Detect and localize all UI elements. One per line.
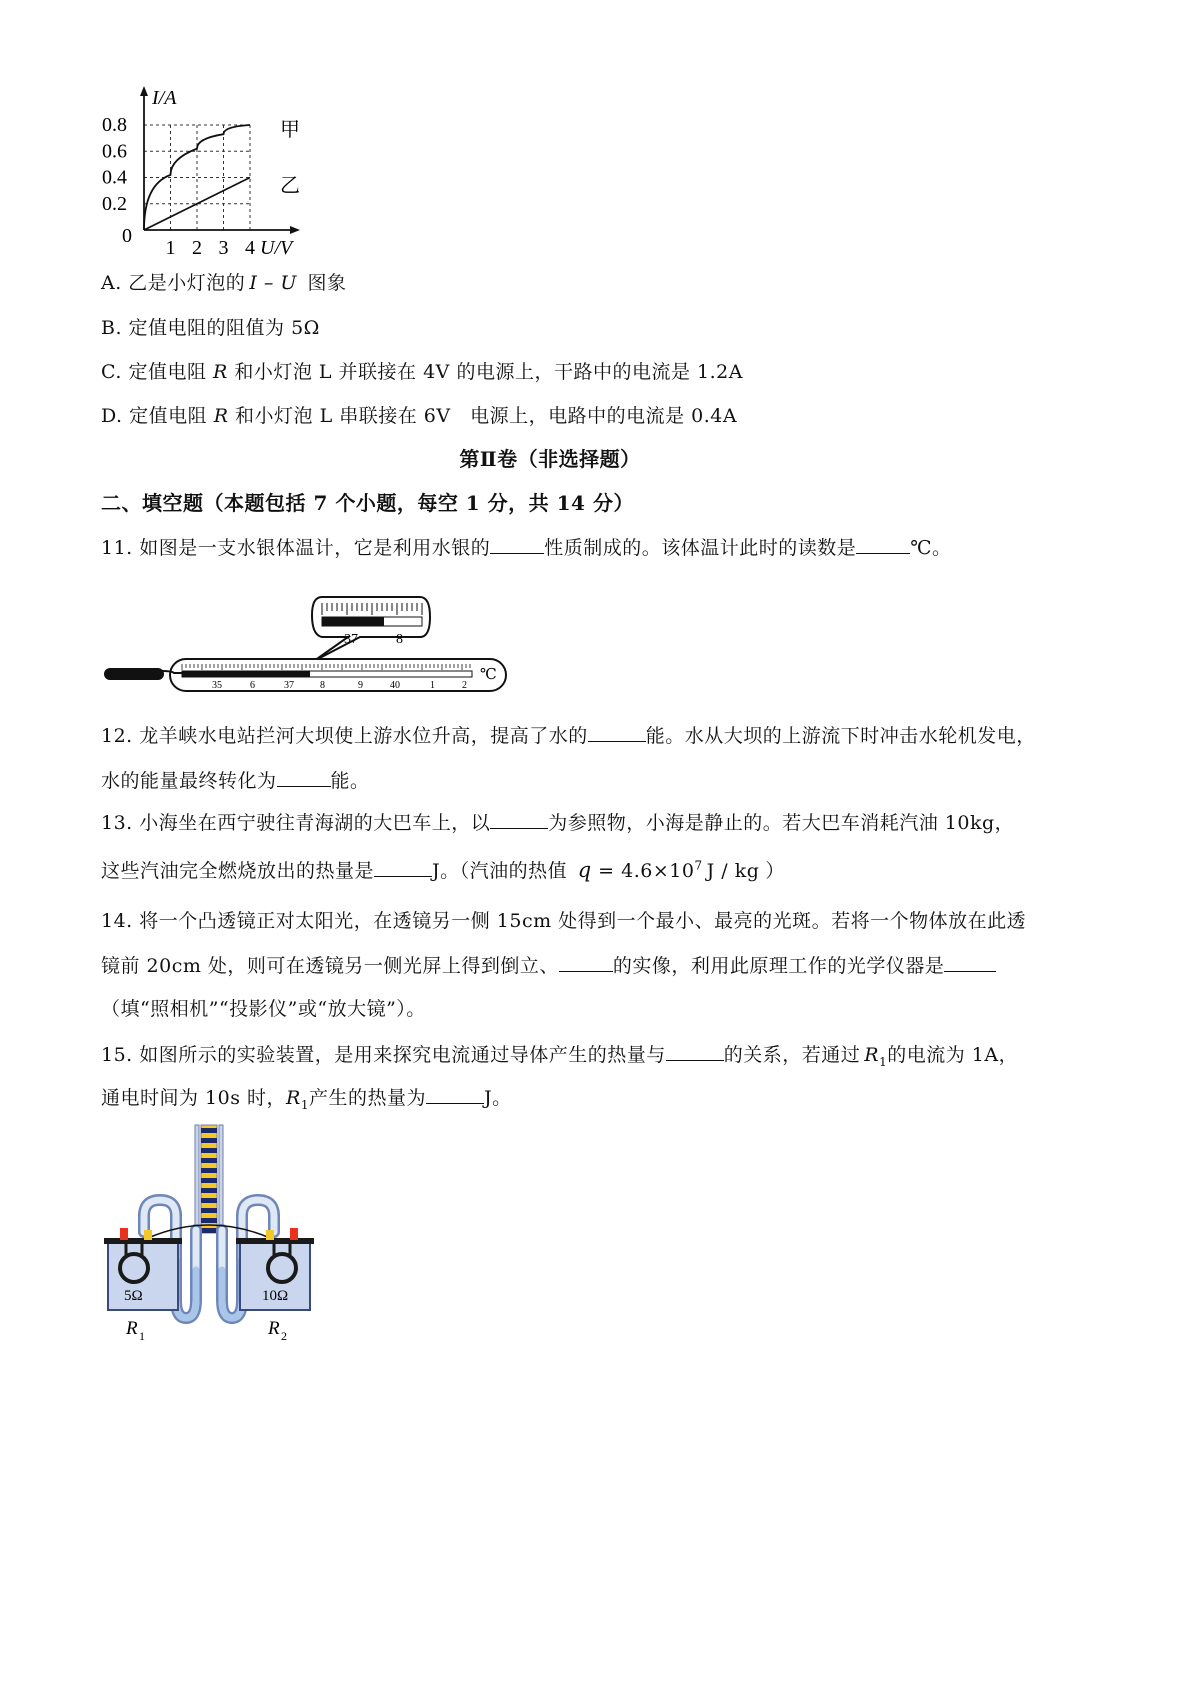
q13-line1-a: 13. 小海坐在西宁驶往青海湖的大巴车上，以 <box>101 812 491 834</box>
ruler-stripe <box>201 1208 217 1213</box>
r2-subscript: 2 <box>281 1329 287 1343</box>
volume-title: 第Ⅱ卷（非选择题） <box>459 447 641 471</box>
x-axis-label: U/V <box>260 237 293 259</box>
q11-text-c: ℃。 <box>910 537 952 559</box>
q14-line-1: 14. 将一个凸透镜正对太阳光，在透镜另一侧 15cm 处得到一个最小、最亮的光斑。若将一个物体放在此透 <box>101 910 1027 932</box>
q12-line1-b: 能。水从大坝的上游流下时冲击水轮机发电， <box>645 725 1036 747</box>
q15-line2-b: 产生的热量为 <box>308 1087 426 1109</box>
left-container <box>104 1228 182 1310</box>
q13-formula-exp: 7 <box>694 858 703 873</box>
r1-subscript: 1 <box>139 1329 145 1343</box>
q12-blank-1[interactable] <box>588 722 646 742</box>
ruler-stripe <box>201 1168 217 1173</box>
option-c-prefix: C. 定值电阻 <box>101 361 207 383</box>
scale-label: 8 <box>320 680 325 691</box>
q15-line1-r: R <box>864 1044 880 1066</box>
q12-line-2 <box>101 766 370 793</box>
iu-chart <box>100 84 330 269</box>
ruler-stripe <box>201 1188 217 1193</box>
q14-line2-a: 镜前 20cm 处，则可在透镜另一侧光屏上得到倒立、 <box>101 955 559 977</box>
q14-blank-2[interactable] <box>944 952 996 972</box>
q14-line-3: （填“照相机”“投影仪”或“放大镜”）。 <box>101 998 426 1020</box>
q15-blank-1[interactable] <box>666 1041 724 1061</box>
scale-label: 9 <box>358 680 363 691</box>
ruler-stripe <box>201 1158 217 1163</box>
q14-line2-b: 的实像，利用此原理工作的光学仪器是 <box>612 955 945 977</box>
q15-line2-a: 通电时间为 10s 时， <box>101 1087 287 1109</box>
series-yi-label: 乙 <box>280 175 300 197</box>
q13-blank-2[interactable] <box>374 857 432 877</box>
q11-blank-2[interactable] <box>856 534 910 554</box>
thermometer-unit: ℃ <box>480 667 497 683</box>
q15-line2-c: J。 <box>483 1087 512 1109</box>
scale-label: 35 <box>212 680 222 691</box>
apparatus-figure <box>100 1120 320 1352</box>
q12-line2-a: 水的能量最终转化为 <box>101 770 277 792</box>
ruler-stripe <box>201 1218 217 1223</box>
scale-label: 2 <box>462 680 467 691</box>
x-tick-label: 1 <box>165 237 176 259</box>
q11-text-b: 性质制成的。该体温计此时的读数是 <box>544 537 857 559</box>
option-c <box>101 357 743 384</box>
option-a-suffix: 图象 <box>300 272 347 294</box>
q13-line1-b: 为参照物，小海是静止的。若大巴车消耗汽油 10kg， <box>548 812 1015 834</box>
q15-line-2 <box>101 1083 512 1112</box>
q13-line2-b: J。（汽油的热值 <box>432 860 568 882</box>
q15-line2-sub: 1 <box>300 1097 309 1112</box>
q13-formula-unit: J / kg <box>706 860 760 882</box>
q12-blank-2[interactable] <box>277 767 331 787</box>
q15-line1-sub: 1 <box>879 1054 888 1069</box>
q13-line-1 <box>101 808 1014 835</box>
q15-line-1 <box>101 1040 1018 1069</box>
y-axis-label: I/A <box>152 87 177 109</box>
q15-line2-r: R <box>286 1087 301 1109</box>
zoom-right-label: 8 <box>396 632 403 647</box>
zoom-left-label: 37 <box>344 632 358 647</box>
zoom-bubble <box>312 597 430 661</box>
y-tick-label: 0.4 <box>102 166 127 189</box>
right-resistor-label: 10Ω <box>262 1288 289 1304</box>
option-c-suffix: 和小灯泡 L 并联接在 4V 的电源上，干路中的电流是 1.2A <box>227 361 743 383</box>
option-d-prefix: D. 定值电阻 <box>101 405 208 427</box>
option-d <box>101 401 737 428</box>
option-a-prefix: A. 乙是小灯泡的 <box>101 272 246 294</box>
q13-formula-mid: = 4.6×10 <box>591 860 695 882</box>
scale-label: 37 <box>284 680 294 691</box>
series-jia-label: 甲 <box>280 119 300 141</box>
q11-text <box>101 533 952 560</box>
q14-blank-1[interactable] <box>559 952 613 972</box>
q12-line-1 <box>101 721 1036 748</box>
q12-line2-b: 能。 <box>330 770 370 792</box>
q15-line1-b: 的关系，若通过 <box>723 1044 861 1066</box>
option-a-formula: I – U <box>249 272 297 294</box>
q13-blank-1[interactable] <box>490 809 548 829</box>
option-d-suffix: 和小灯泡 L 串联接在 6V 电源上，电路中的电流是 0.4A <box>228 405 738 427</box>
y-tick-label: 0.6 <box>102 140 127 163</box>
option-b: B. 定值电阻的阻值为 5Ω <box>101 317 320 339</box>
ruler-stripe <box>201 1138 217 1143</box>
thermometer-figure <box>100 585 520 695</box>
r1-label: R <box>126 1318 138 1339</box>
q14-line-2 <box>101 951 996 978</box>
y-tick-label: 0.2 <box>102 192 127 215</box>
q15-blank-2[interactable] <box>426 1084 484 1104</box>
r2-label: R <box>268 1318 280 1339</box>
right-container <box>236 1228 314 1310</box>
q15-line1-c: 的电流为 1A， <box>887 1044 1019 1066</box>
y-tick-label: 0.8 <box>102 114 127 136</box>
ruler-stripe <box>201 1128 217 1133</box>
x-tick-label: 4 <box>245 237 255 259</box>
origin-label: 0 <box>122 225 132 247</box>
ruler-stripe <box>201 1178 217 1183</box>
q13-line-2 <box>101 856 785 883</box>
q11-text-a: 11. 如图是一支水银体温计，它是利用水银的 <box>101 537 491 559</box>
scale-label: 40 <box>390 680 400 691</box>
q13-line2-a: 这些汽油完全燃烧放出的热量是 <box>101 860 375 882</box>
x-tick-label: 2 <box>192 237 202 259</box>
option-d-var: R <box>213 405 229 427</box>
scale-label: 1 <box>430 680 435 691</box>
q13-line2-end: ） <box>765 860 785 882</box>
part-title: 二、填空题（本题包括 7 个小题，每空 1 分，共 14 分） <box>101 491 634 515</box>
ruler-stripe <box>201 1228 217 1233</box>
ruler-stripe <box>201 1198 217 1203</box>
q12-line1-a: 12. 龙羊峡水电站拦河大坝使上游水位升高，提高了水的 <box>101 725 588 747</box>
ruler-stripe <box>201 1148 217 1153</box>
left-resistor-label: 5Ω <box>124 1288 143 1304</box>
q15-line1-a: 15. 如图所示的实验装置，是用来探究电流通过导体产生的热量与 <box>101 1044 666 1066</box>
chart-grid <box>144 125 250 230</box>
option-a <box>101 268 346 295</box>
q13-formula-q: q <box>577 858 592 882</box>
thermometer-body <box>104 659 506 691</box>
x-tick-label: 3 <box>218 237 229 259</box>
q11-blank-1[interactable] <box>490 534 544 554</box>
scale-label: 6 <box>250 680 255 691</box>
option-c-var: R <box>213 361 228 383</box>
scale-ruler <box>195 1125 223 1233</box>
